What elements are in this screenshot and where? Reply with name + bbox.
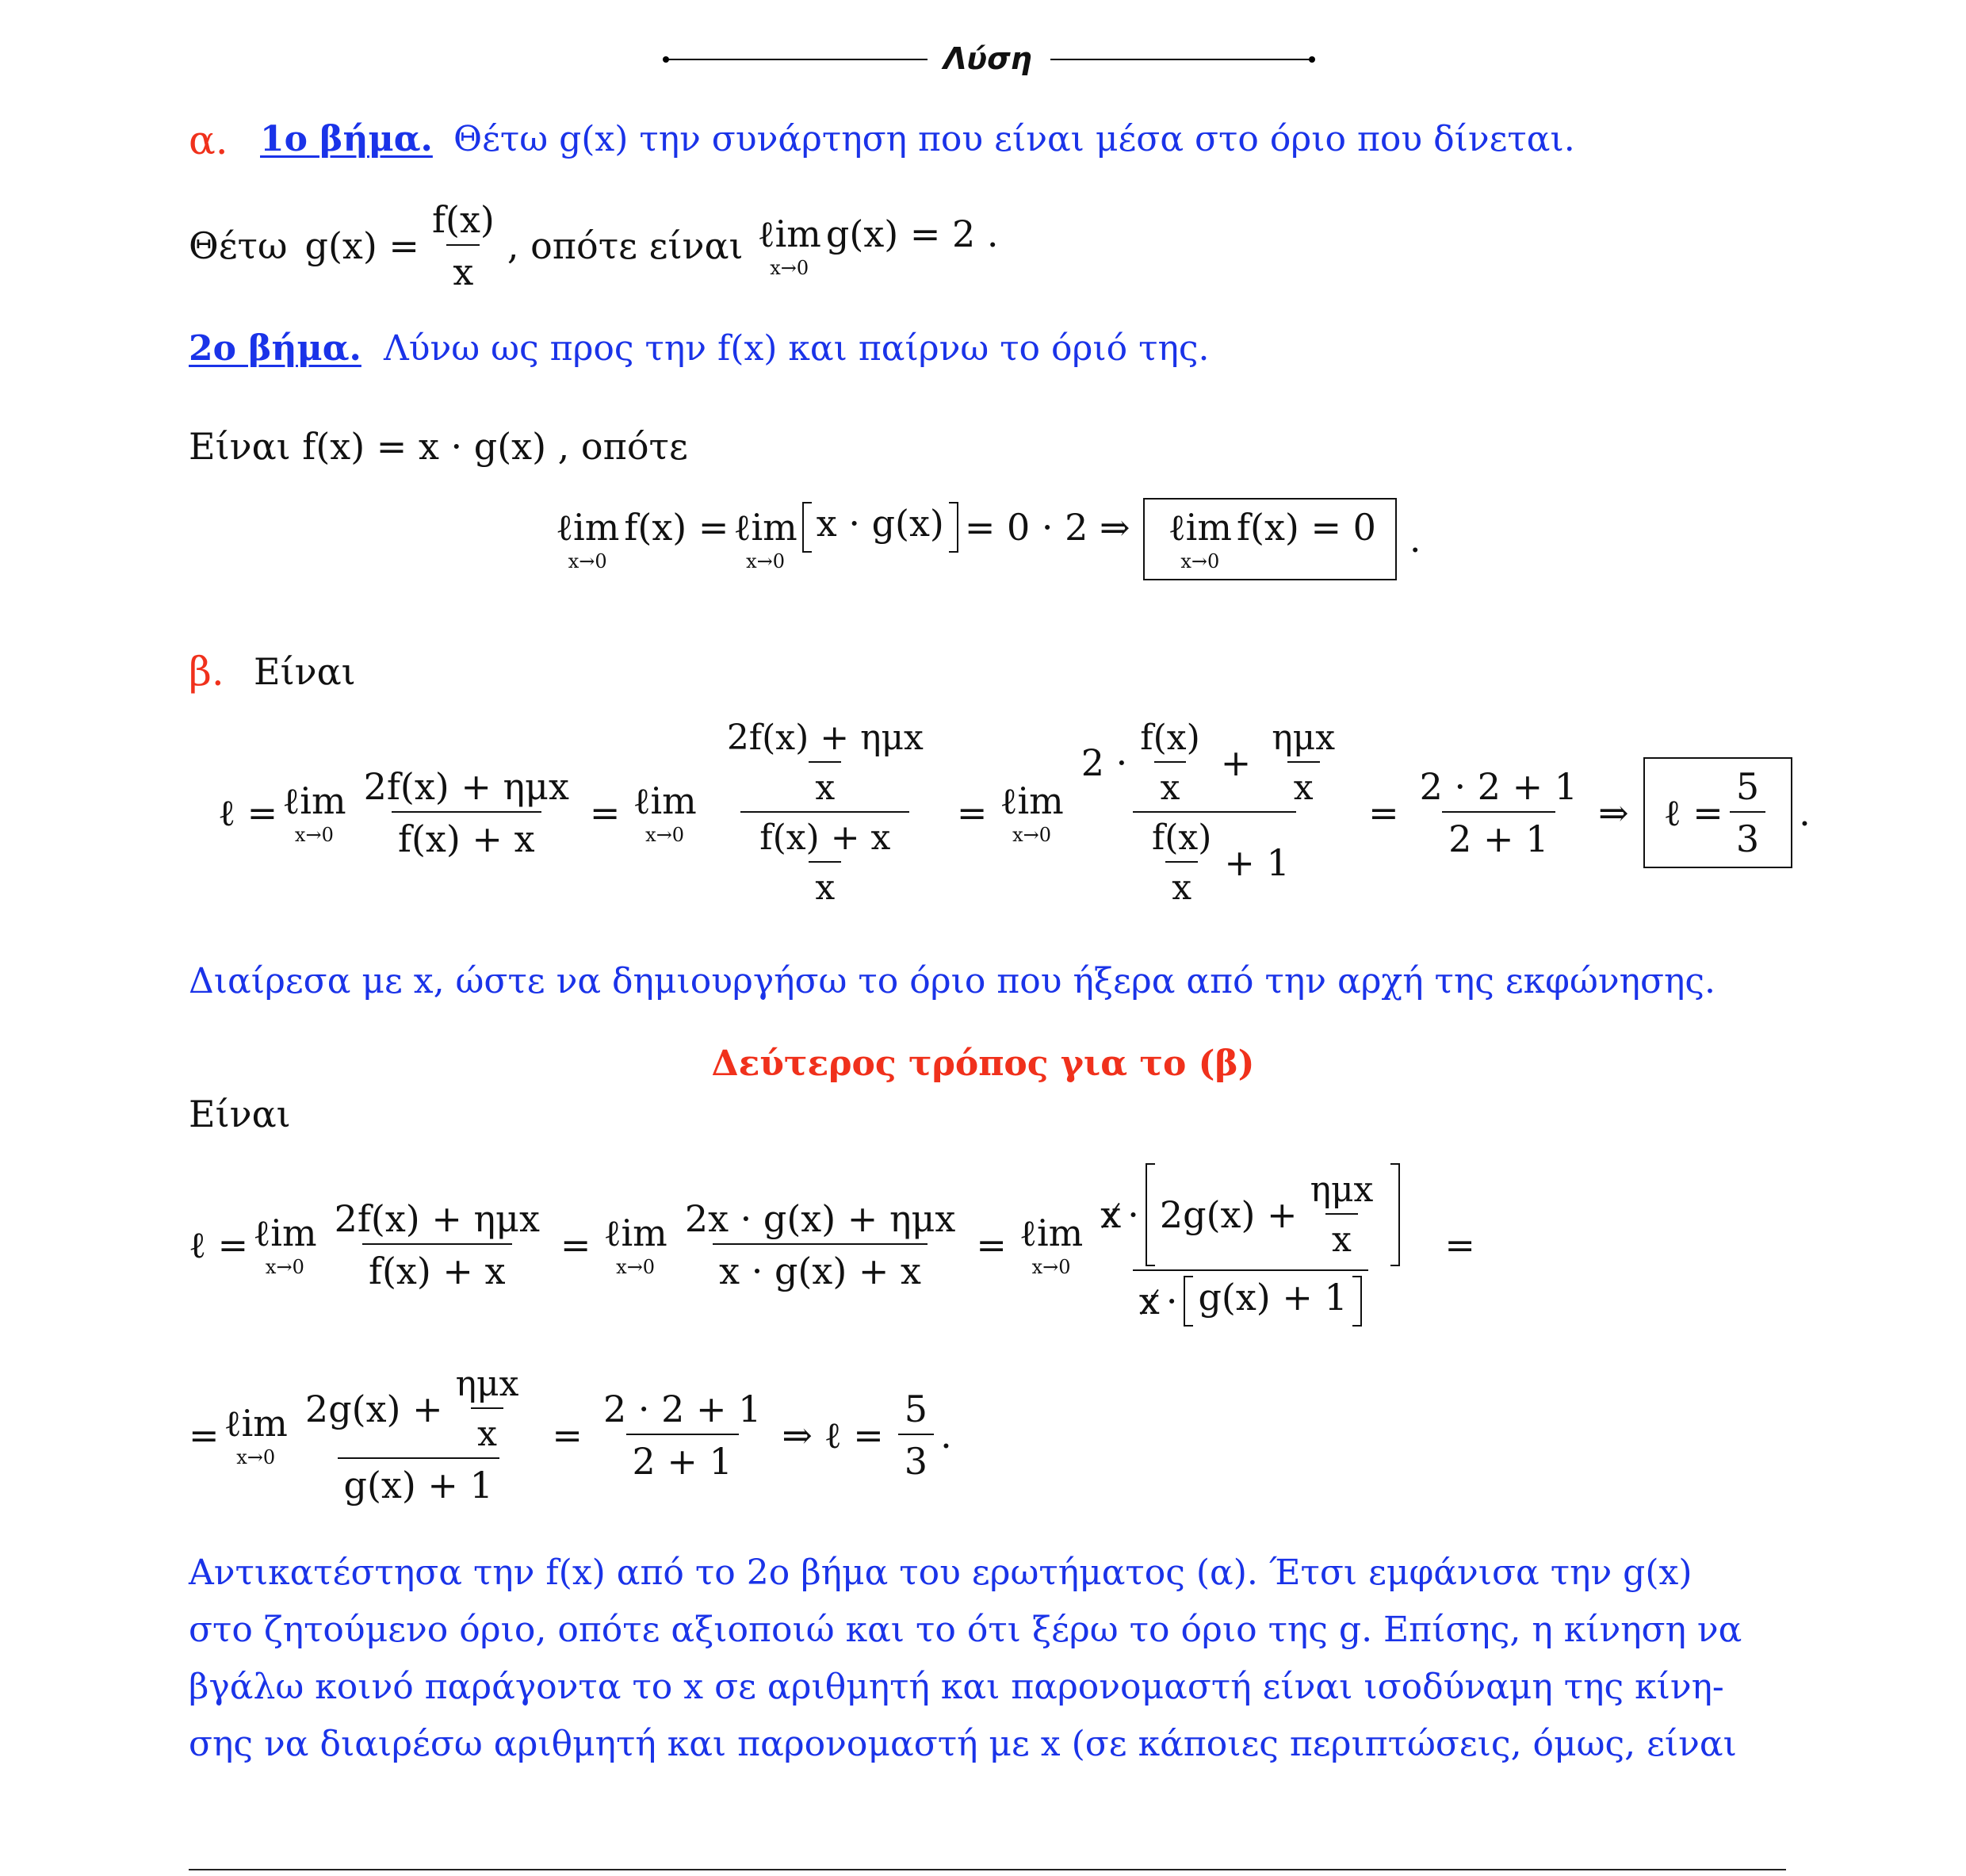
right-bracket [1390,1163,1400,1266]
left-bracket [1146,1163,1155,1266]
two-g: 2g(x) + [304,1388,443,1430]
lim-word: ℓim [224,1402,288,1445]
ell-eq: ℓ = [1663,791,1723,834]
implies: ⇒ [1598,791,1629,834]
frac1-den: f(x) + x [392,811,541,860]
lim-operator [1000,779,1063,846]
frac3-x: x [1154,761,1187,808]
eq-val: = 0 · 2 ⇒ [964,506,1130,549]
bracket-group [802,502,958,553]
frac3-two: 2 · [1081,741,1128,784]
title-right-rule [1050,59,1312,60]
frac2-numerator [708,718,943,811]
frac2-den-num: f(x) + x [759,817,891,858]
bracket-group [1146,1163,1401,1266]
fraction-2 [708,718,943,908]
frac3-denominator [1133,811,1296,908]
frac4-num: 2 · 2 + 1 [1419,765,1578,808]
lim-sub: x→0 [568,550,607,572]
sw-fraction-5 [597,1388,767,1483]
lim-sub: x→0 [236,1446,276,1468]
two-g: 2g(x) + [1159,1193,1298,1236]
ell-equation [218,710,1811,916]
lim-sub: x→0 [265,1256,304,1278]
second-way-equation-1 [189,1142,1483,1348]
period: . [1409,518,1421,561]
three: 3 [898,1434,934,1483]
lim-sub: x→0 [1012,824,1052,846]
note-line-4: σης να διαιρέσω αριθμητή και παρονομαστή με x (σε κάποιες περιπτώσεις, όμως, είναι [189,1724,1737,1764]
line1-prefix: Θέτω [189,224,288,267]
five: 5 [1735,765,1760,808]
frac3-numerator [1075,718,1354,811]
part-b-label: β. [189,649,224,695]
g-plus-1: g(x) + 1 [1198,1276,1348,1319]
lim-sub: x→0 [645,824,685,846]
note-line-3: βγάλω κοινό παράγοντα το x σε αριθμητή και παρονομαστή είναι ισοδύναμη της κίνη- [189,1667,1724,1707]
line1-mid: , οπότε είναι [507,224,744,267]
lim-sub: x→0 [1180,550,1220,572]
frac3-plus1: + 1 [1224,841,1290,884]
lim-word: ℓim [1000,779,1064,822]
lim-word: ℓim [633,779,697,822]
boxed-ell [1643,757,1792,868]
step2-label: 2ο βήμα. [189,328,361,369]
sw-frac5-den: 2 + 1 [626,1434,739,1483]
sw-frac3-denominator [1133,1269,1368,1327]
bracket-group [1184,1276,1361,1327]
lim-word: ℓim [603,1212,667,1254]
sw-frac1-num: 2f(x) + ημx [334,1197,540,1240]
lim-operator [758,212,821,279]
five-thirds [1730,765,1765,860]
second-way-heading: Δεύτερος τρόπος για το (β) [711,1043,1255,1084]
fraction-4 [1413,765,1584,860]
equals: = [552,1414,583,1457]
lim-operator [633,779,696,846]
sw-frac5-num: 2 · 2 + 1 [602,1388,762,1430]
part-b-note: Διαίρεσα με x, ώστε να δημιουργήσω το όριο που ήξερα από την αρχή της εκφώνησης. [189,961,1715,1001]
equals: = [560,1223,591,1266]
equals: = [1368,791,1399,834]
x: x [1325,1213,1358,1260]
lim-operator [733,506,797,572]
g-definition-line [189,198,999,293]
boxed-result [1143,498,1397,580]
fraction-3 [1075,718,1354,908]
sw-fraction-3 [1094,1163,1406,1327]
final-implies: ⇒ ℓ = [782,1414,884,1457]
lim-operator [603,1212,667,1278]
second-way-equation-2 [189,1360,952,1510]
lim-word: ℓim [556,506,620,549]
five-thirds [898,1388,934,1483]
sw-fraction-2 [679,1197,962,1292]
dot: · [1127,1193,1139,1236]
hmx: ημx [455,1364,519,1404]
title-right-dot [1309,56,1315,63]
second-way-intro: Είναι [189,1093,291,1135]
right-bracket [949,502,958,553]
hmx-over-x [449,1364,526,1454]
cancelled-x: x [1100,1193,1122,1236]
lim-operator [1019,1212,1083,1278]
eq-prod: x · g(x) [816,502,944,545]
lim-word: ℓim [757,212,821,255]
lim-sub: x→0 [616,1256,656,1278]
note-line-2: στο ζητούμενο όριο, οπότε αξιοποιώ και το ότι ξέρω το όριο της g. Επίσης, η κίνηση να [189,1610,1742,1650]
frac2-num-den: x [809,761,841,808]
fraction-1 [358,765,576,860]
lim-operator [253,1212,316,1278]
step1-label: 1ο βήμα. [260,119,433,159]
frac3-den-fx-over-x [1146,817,1218,908]
sw-frac2-den: x · g(x) + x [713,1243,928,1292]
five: 5 [904,1388,928,1430]
line2: Είναι f(x) = x · g(x) , οπότε [189,425,688,468]
frac4-den: 2 + 1 [1442,811,1555,860]
lim-sub: x→0 [746,550,786,572]
period: . [1799,791,1811,834]
frac3-x: x [1287,761,1320,808]
right-bracket [1352,1276,1362,1327]
equals: = [1444,1223,1475,1266]
step2-text: Λύνω ως προς την f(x) και παίρνω το όριό της. [384,328,1210,369]
eq-fx: f(x) = [624,506,729,549]
footer-rule [189,1869,1786,1870]
frac3-plus: + [1220,741,1252,784]
three: 3 [1730,811,1765,860]
frac3-hmx-over-x [1265,718,1341,808]
equals: = [976,1223,1007,1266]
note-line-1: Αντικατέστησα την f(x) από το 2ο βήμα του ερωτήματος (α). Έτσι εμφάνισα την g(x) [189,1552,1693,1593]
sw-frac1-den: f(x) + x [362,1243,512,1292]
lim-operator [1169,506,1232,572]
g-def-lhs: g(x) = [304,224,419,267]
frac1-num: 2f(x) + ημx [363,765,569,808]
lim-sub: x→0 [1031,1256,1071,1278]
left-bracket [802,502,812,553]
frac2-num-num: 2f(x) + ημx [726,718,924,758]
lim-operator [282,779,346,846]
frac3-x: x [1165,861,1198,908]
frac3-fx: f(x) [1151,817,1212,858]
period: . [940,1414,952,1457]
frac3-fx-over-x [1134,718,1206,808]
title-left-rule [666,59,928,60]
sw-fraction-4 [299,1364,538,1507]
g-def-den: x [446,244,480,293]
frac2-denominator [740,811,909,908]
lim-operator [224,1402,288,1468]
sw-fraction-1 [328,1197,546,1292]
lim-word: ℓim [1019,1212,1084,1254]
lim-word: ℓim [282,779,346,822]
hmx: ημx [1310,1170,1374,1210]
line1-tail: g(x) = 2 . [825,212,999,255]
part-a-label: α. [189,117,228,163]
left-bracket [1184,1276,1193,1327]
ell-lhs: ℓ = [218,791,278,834]
lim-operator [556,506,619,572]
lim-sub: x→0 [770,257,809,279]
x: x [471,1407,503,1454]
g-def-fraction [426,198,501,293]
lim-word: ℓim [1168,506,1232,549]
frac2-inner-den [753,817,897,908]
equals: = [956,791,988,834]
frac3-hmx: ημx [1272,718,1336,758]
equals: = [589,791,621,834]
part-b-intro: Είναι [254,650,356,693]
sw-frac3-numerator [1094,1163,1406,1269]
frac3-fx: f(x) [1140,718,1200,758]
lim-word: ℓim [253,1212,317,1254]
frac2-inner-num [721,718,930,808]
cancelled-x: x [1138,1280,1160,1323]
sw-frac2-num: 2x · g(x) + ημx [684,1197,956,1240]
g-plus-1: g(x) + 1 [338,1457,499,1507]
boxed-tail: f(x) = 0 [1236,506,1376,549]
page-title: Λύση [943,41,1032,76]
step1-text: Θέτω g(x) την συνάρτηση που είναι μέσα στο όριο που δίνεται. [453,119,1575,159]
lim-sub: x→0 [294,824,334,846]
g-def-num: f(x) [431,198,495,241]
ell-lhs: ℓ = [189,1223,249,1266]
sw-frac4-numerator [299,1364,538,1457]
dot: · [1165,1280,1178,1323]
frac2-den-den: x [809,861,841,908]
equals: = [189,1414,220,1457]
limit-fx-equation [551,498,1421,580]
lim-word: ℓim [733,506,797,549]
hmx-over-x [1304,1170,1380,1260]
